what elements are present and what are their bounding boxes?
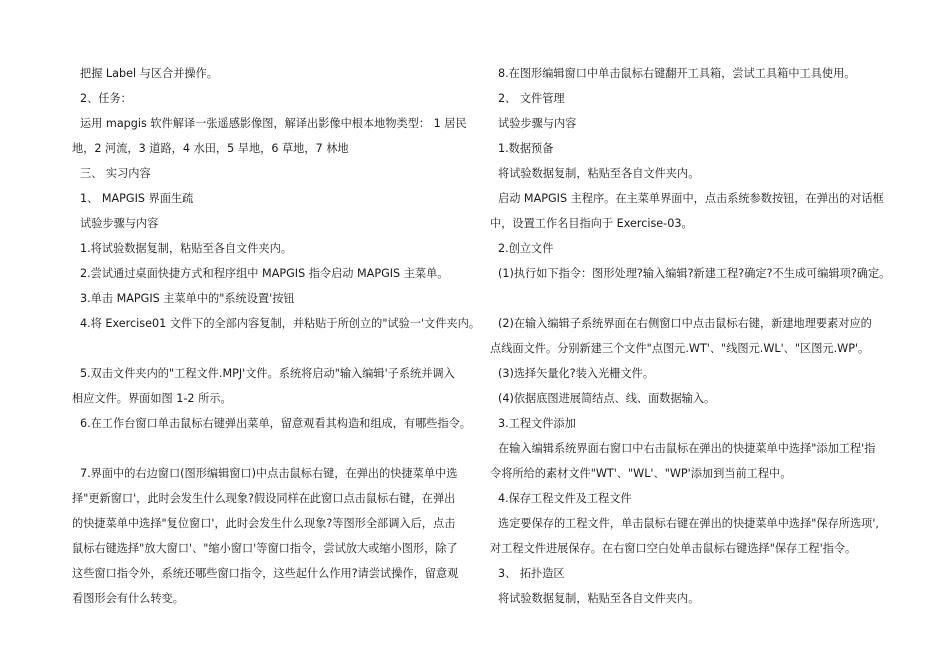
paragraph-line: 6.在工作台窗口单击鼠标右键弹出菜单，留意观看其构造和组成，有哪些指令。 (80, 417, 472, 430)
paragraph-line: 在输入编辑系统界面右窗口中右击鼠标在弹出的快捷菜单中选择"添加工程'指 (498, 442, 876, 455)
paragraph-line: 地，2 河流，3 道路，4 水田，5 旱地，6 草地，7 林地 (72, 142, 349, 155)
paragraph-line: (4)依据底图进展简结点、线、面数据输入。 (498, 392, 716, 405)
paragraph-line: 相应文件。界面如图 1-2 所示。 (72, 392, 232, 405)
paragraph-line: 看图形会有什么转变。 (72, 592, 184, 605)
paragraph-line: 3.单击 MAPGIS 主菜单中的"系统设置'按钮 (80, 292, 295, 305)
paragraph-line: 1.将试验数据复制，粘贴至各自文件夹内。 (80, 242, 293, 255)
paragraph-line: 1.数据预备 (498, 142, 554, 155)
paragraph-line: 把握 Label 与区合并操作。 (80, 67, 218, 80)
paragraph-line: 将试验数据复制，粘贴至各自文件夹内。 (498, 592, 700, 605)
paragraph-line: 中，设置工作名目指向于 Exercise-03。 (490, 217, 693, 230)
paragraph-line: 令将所给的素材文件"WT'、"WL'、"WP'添加到当前工程中。 (490, 467, 792, 480)
paragraph-line: 选定要保存的工程文件，单击鼠标右键在弹出的快捷菜单中选择"保存所选项', (498, 517, 879, 530)
paragraph-line: (1)执行如下指令：图形处理?输入编辑?新建工程?确定?不生成可编辑项?确定。 (498, 267, 891, 280)
paragraph-line: 2.尝试通过桌面快捷方式和程序组中 MAPGIS 指令启动 MAPGIS 主菜单。 (80, 267, 449, 280)
paragraph-line: 试验步骤与内容 (498, 117, 577, 130)
paragraph-line: 择"更新窗口'，此时会发生什么现象?假设同样在此窗口点击鼠标右键，在弹出 (72, 492, 456, 505)
paragraph-line: 5.双击文件夹内的"工程文件.MPJ'文件。系统将启动"输入编辑'子系统并调入 (80, 367, 455, 380)
paragraph-line: 试验步骤与内容 (80, 217, 159, 230)
paragraph-line: (3)选择矢量化?装入光栅文件。 (498, 367, 655, 380)
section-heading: 2、 文件管理 (498, 92, 565, 105)
paragraph-line: 这些窗口指令外，系统还哪些窗口指令，这些起什么作用?请尝试操作，留意观 (72, 567, 459, 580)
paragraph-line: 8.在图形编辑窗口中单击鼠标右键翻开工具箱，尝试工具箱中工具使用。 (498, 67, 856, 80)
section-heading: 3、 拓扑造区 (498, 567, 565, 580)
paragraph-line: 将试验数据复制，粘贴至各自文件夹内。 (498, 167, 700, 180)
paragraph-line: 运用 mapgis 软件解译一张遥感影像图，解译出影像中根本地物类型： 1 居民 (80, 117, 467, 130)
paragraph-line: 3.工程文件添加 (498, 417, 576, 430)
paragraph-line: 鼠标右键选择"放大窗口'、"缩小窗口'等窗口指令，尝试放大或缩小图形，除了 (72, 542, 458, 555)
paragraph-line: 4.保存工程文件及工程文件 (498, 492, 632, 505)
paragraph-line: 2.创立文件 (498, 242, 554, 255)
section-heading: 1、 MAPGIS 界面生疏 (80, 192, 194, 205)
paragraph-line: 的快捷菜单中选择"复位窗口'，此时会发生什么现象?等图形全部调入后，点击 (72, 517, 456, 530)
section-heading: 三、 实习内容 (80, 167, 151, 180)
section-heading: 2、任务： (80, 92, 132, 105)
paragraph-line: (2)在输入编辑子系统界面在右侧窗口中点击鼠标右键，新建地理要素对应的 (498, 317, 872, 330)
paragraph-line: 7.界面中的右边窗口(图形编辑窗口)中点击鼠标右键，在弹出的快捷菜单中选 (80, 467, 458, 480)
paragraph-line: 4.将 Exercise01 文件下的全部内容复制，并粘贴于所创立的"试验一'文件夹内。 (80, 317, 481, 330)
paragraph-line: 点线面文件。分别新建三个文件"点图元.WT'、"线图元.WL'、"区图元.WP'。 (490, 342, 870, 355)
paragraph-line: 启动 MAPGIS 主程序。在主菜单界面中，点击系统参数按钮，在弹出的对话框 (498, 192, 884, 205)
paragraph-line: 对工程文件进展保存。在右窗口空白处单击鼠标右键选择"保存工程'指令。 (490, 542, 857, 555)
